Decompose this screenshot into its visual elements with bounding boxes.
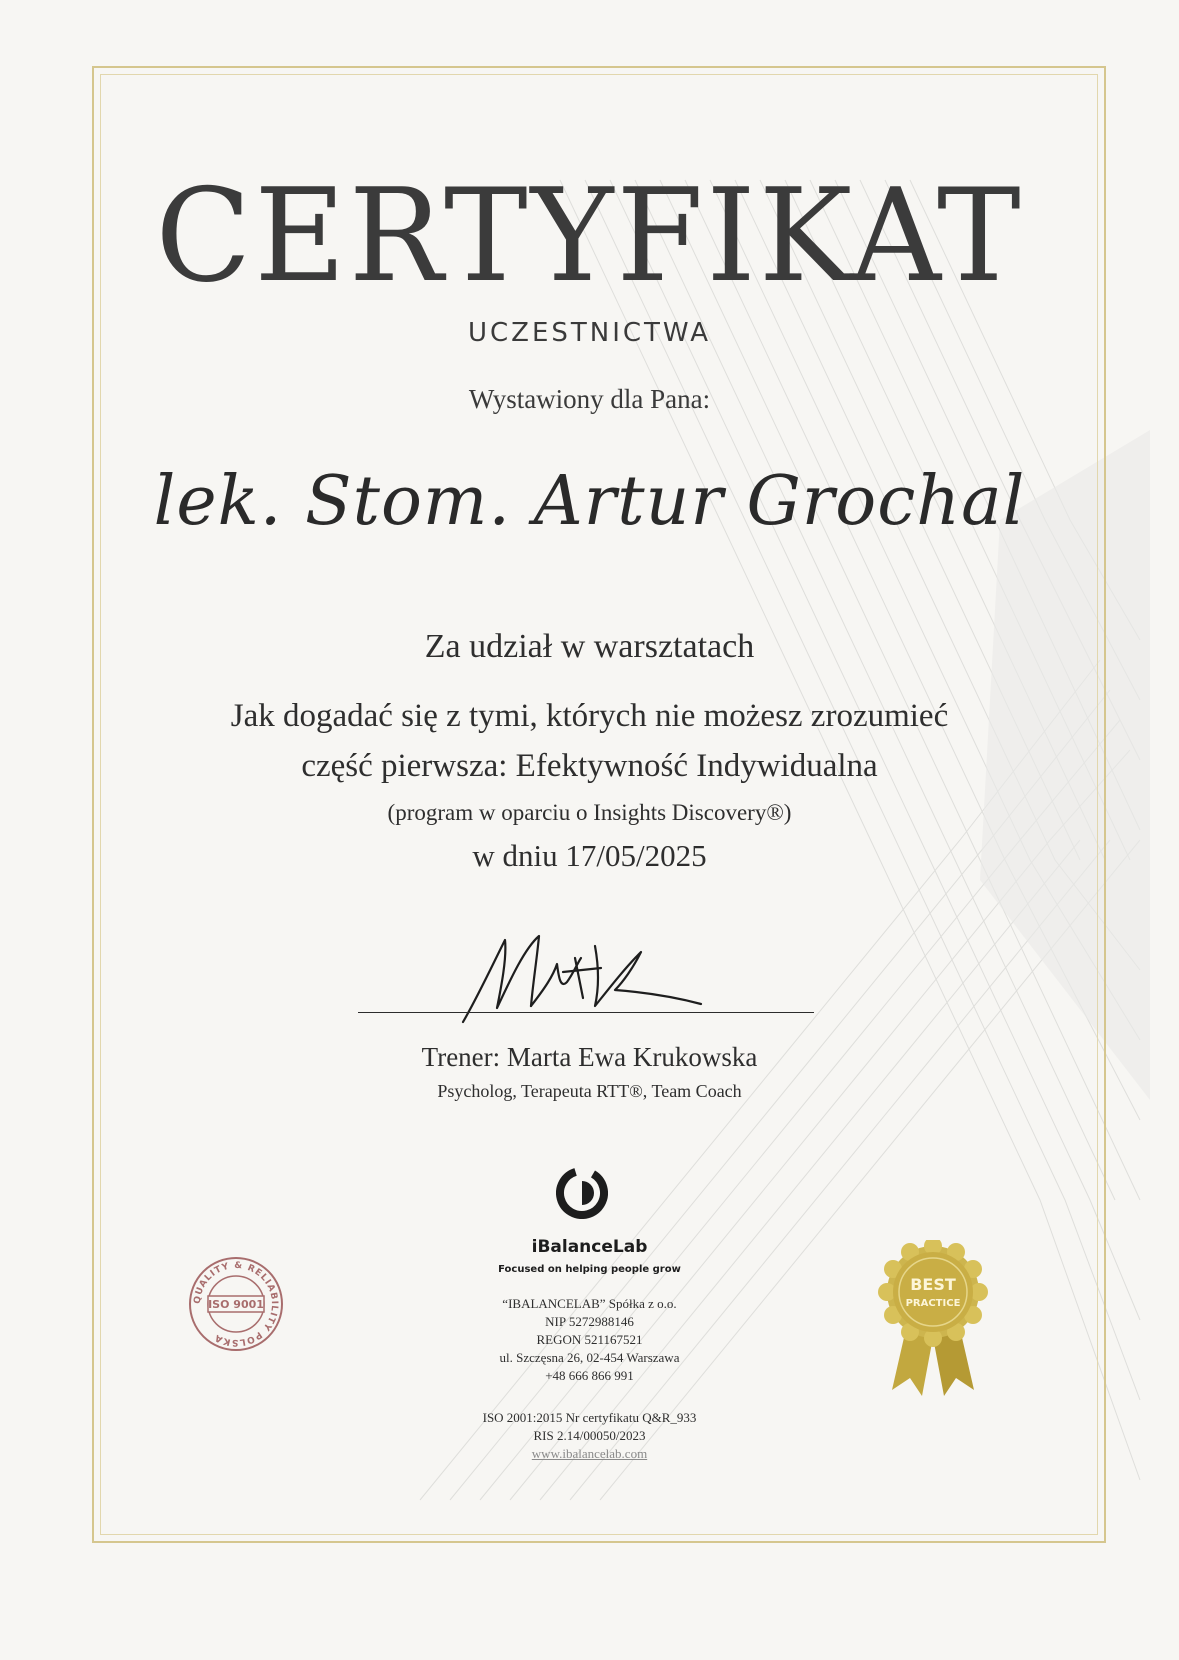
iso-stamp-ring-text: QUALITY & RELIABILITY POLSKA — [192, 1260, 280, 1348]
best-practice-rosette-icon — [878, 1240, 988, 1400]
brand-tagline: Focused on helping people grow — [498, 1264, 681, 1275]
signature-line — [358, 1012, 814, 1013]
company-legal-name: “IBALANCELAB” Spółka z o.o. — [502, 1296, 677, 1311]
participation-text: Za udział w warsztatach — [424, 628, 755, 665]
recipient-name: lek. Stom. Artur Grochal — [153, 462, 1026, 541]
ibalancelab-logo-icon — [556, 1167, 608, 1219]
iso-certificate-number: ISO 2001:2015 Nr certyfikatu Q&R_933 — [482, 1410, 697, 1425]
company-address: ul. Szczęsna 26, 02-454 Warszawa — [499, 1350, 680, 1365]
trainer-name: Trener: Marta Ewa Krukowska — [421, 1042, 758, 1072]
program-note: (program w oparciu o Insights Discovery®) — [387, 800, 792, 825]
certificate-title: CERTYFIKAT — [155, 162, 1024, 311]
trainer-role: Psycholog, Terapeuta RTT®, Team Coach — [437, 1081, 742, 1101]
workshop-date: w dniu 17/05/2025 — [472, 838, 707, 873]
signature — [455, 928, 715, 1028]
brand-name: iBalanceLab — [531, 1237, 648, 1257]
company-nip: NIP 5272988146 — [545, 1314, 634, 1329]
certificate-subtitle: UCZESTNICTWA — [467, 318, 712, 348]
workshop-title: Jak dogadać się z tymi, których nie możesz zrozumieć — [230, 698, 949, 734]
ris-number: RIS 2.14/00050/2023 — [533, 1428, 646, 1443]
iso-stamp-center-text: ISO 9001 — [208, 1298, 264, 1311]
company-phone: +48 666 866 991 — [545, 1368, 634, 1383]
company-website-link[interactable]: www.ibalancelab.com — [531, 1446, 648, 1461]
issued-to-label: Wystawiony dla Pana: — [468, 384, 711, 414]
iso-stamp-icon — [186, 1254, 286, 1354]
rosette-text-line2: PRACTICE — [905, 1298, 961, 1309]
rosette-text-line1: BEST — [910, 1275, 956, 1294]
workshop-part: część pierwsza: Efektywność Indywidualna — [301, 748, 878, 784]
company-regon: REGON 521167521 — [536, 1332, 643, 1347]
